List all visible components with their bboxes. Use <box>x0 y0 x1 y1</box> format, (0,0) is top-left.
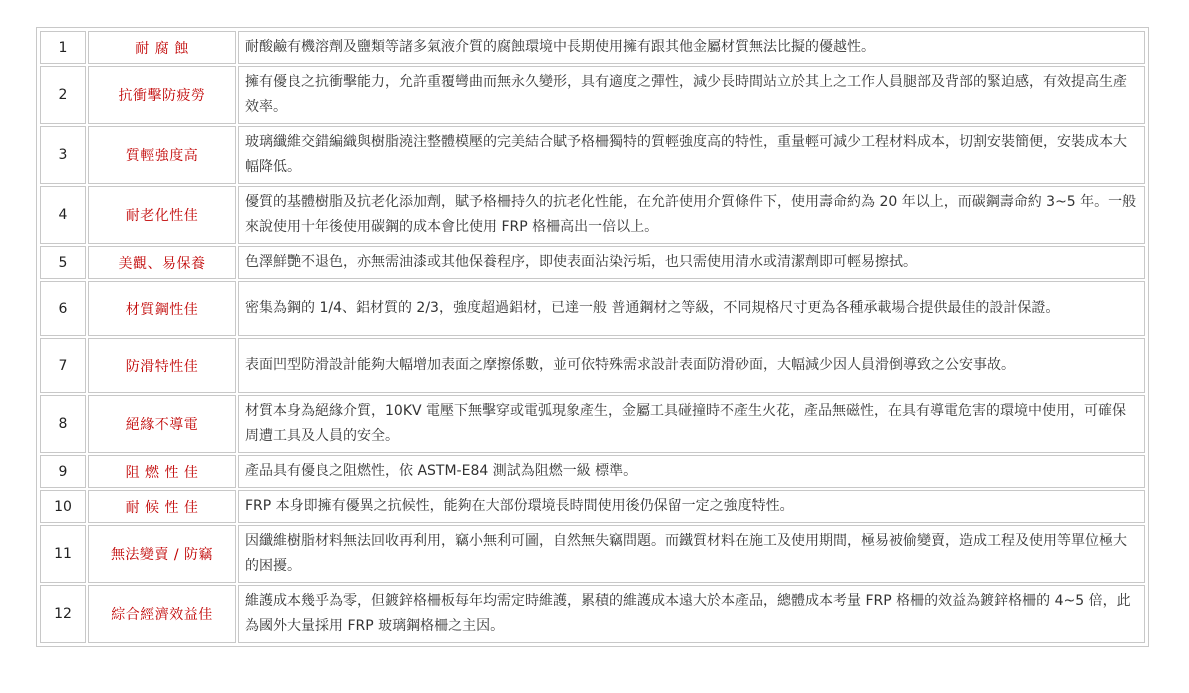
table-row <box>40 31 1145 64</box>
table-row <box>40 246 1145 279</box>
row-number: 3 <box>40 126 86 184</box>
feature-description: 色澤鮮艷不退色，亦無需油漆或其他保養程序，即使表面沾染污垢，也只需使用清水或清潔劑即可輕易擦拭。 <box>238 246 1145 279</box>
feature-name: 抗衝擊防疲勞 <box>88 66 236 124</box>
feature-table-container <box>36 27 1149 647</box>
table-row <box>40 281 1145 336</box>
row-number: 8 <box>40 395 86 453</box>
feature-description: FRP 本身即擁有優異之抗候性，能夠在大部份環境長時間使用後仍保留一定之強度特性。 <box>238 490 1145 523</box>
row-number: 1 <box>40 31 86 64</box>
feature-description: 優質的基體樹脂及抗老化添加劑，賦予格柵持久的抗老化性能，在允許使用介質條件下，使用壽命約為 20 年以上，而碳鋼壽命約 3~5 年。一般來說使用十年後使用碳鋼的成本會比使用 FRP 格柵高出一倍以上。 <box>238 186 1145 244</box>
row-number: 9 <box>40 455 86 488</box>
table-row <box>40 126 1145 184</box>
feature-name: 質輕強度高 <box>88 126 236 184</box>
feature-description: 玻璃纖維交錯編織與樹脂澆注整體模壓的完美結合賦予格柵獨特的質輕強度高的特性，重量輕可減少工程材料成本，切割安裝簡便，安裝成本大幅降低。 <box>238 126 1145 184</box>
row-number: 2 <box>40 66 86 124</box>
feature-description: 因纖維樹脂材料無法回收再利用，竊小無利可圖，自然無失竊問題。而鐵質材料在施工及使用期間，極易被偷變賣，造成工程及使用等單位極大的困擾。 <box>238 525 1145 583</box>
feature-description: 耐酸鹼有機溶劑及鹽類等諸多氣液介質的腐蝕環境中長期使用擁有跟其他金屬材質無法比擬的優越性。 <box>238 31 1145 64</box>
table-row <box>40 585 1145 643</box>
feature-name: 防滑特性佳 <box>88 338 236 393</box>
table-row <box>40 338 1145 393</box>
feature-description: 擁有優良之抗衝擊能力，允許重覆彎曲而無永久變形，具有適度之彈性，減少長時間站立於其上之工作人員腿部及背部的緊迫感，有效提高生產效率。 <box>238 66 1145 124</box>
table-row <box>40 66 1145 124</box>
feature-name: 材質鋼性佳 <box>88 281 236 336</box>
feature-name: 耐 候 性 佳 <box>88 490 236 523</box>
row-number: 12 <box>40 585 86 643</box>
row-number: 10 <box>40 490 86 523</box>
feature-table <box>38 29 1147 645</box>
feature-description: 密集為鋼的 1/4、鋁材質的 2/3，強度超過鋁材，已達一般 普通鋼材之等級，不同規格尺寸更為各種承載場合提供最佳的設計保證。 <box>238 281 1145 336</box>
feature-description: 材質本身為絕緣介質，10KV 電壓下無擊穿或電弧現象產生，金屬工具碰撞時不產生火花，產品無磁性，在具有導電危害的環境中使用，可確保周遭工具及人員的安全。 <box>238 395 1145 453</box>
feature-name: 耐老化性佳 <box>88 186 236 244</box>
feature-name: 無法變賣 / 防竊 <box>88 525 236 583</box>
feature-description: 表面凹型防滑設計能夠大幅增加表面之摩擦係數，並可依特殊需求設計表面防滑砂面，大幅減少因人員滑倒導致之公安事故。 <box>238 338 1145 393</box>
feature-description: 維護成本幾乎為零，但鍍鋅格柵板每年均需定時維護，累積的維護成本遠大於本產品，總體成本考量 FRP 格柵的效益為鍍鋅格柵的 4~5 倍，此為國外大量採用 FRP 玻璃鋼格柵之主因。 <box>238 585 1145 643</box>
feature-name: 綜合經濟效益佳 <box>88 585 236 643</box>
feature-name: 絕緣不導電 <box>88 395 236 453</box>
row-number: 4 <box>40 186 86 244</box>
table-row <box>40 455 1145 488</box>
row-number: 5 <box>40 246 86 279</box>
feature-name: 美觀、易保養 <box>88 246 236 279</box>
feature-name: 耐 腐 蝕 <box>88 31 236 64</box>
table-row <box>40 525 1145 583</box>
table-row <box>40 490 1145 523</box>
table-row <box>40 186 1145 244</box>
row-number: 6 <box>40 281 86 336</box>
feature-description: 產品具有優良之阻燃性，依 ASTM-E84 測試為阻燃一級 標準。 <box>238 455 1145 488</box>
feature-name: 阻 燃 性 佳 <box>88 455 236 488</box>
row-number: 7 <box>40 338 86 393</box>
row-number: 11 <box>40 525 86 583</box>
table-row <box>40 395 1145 453</box>
